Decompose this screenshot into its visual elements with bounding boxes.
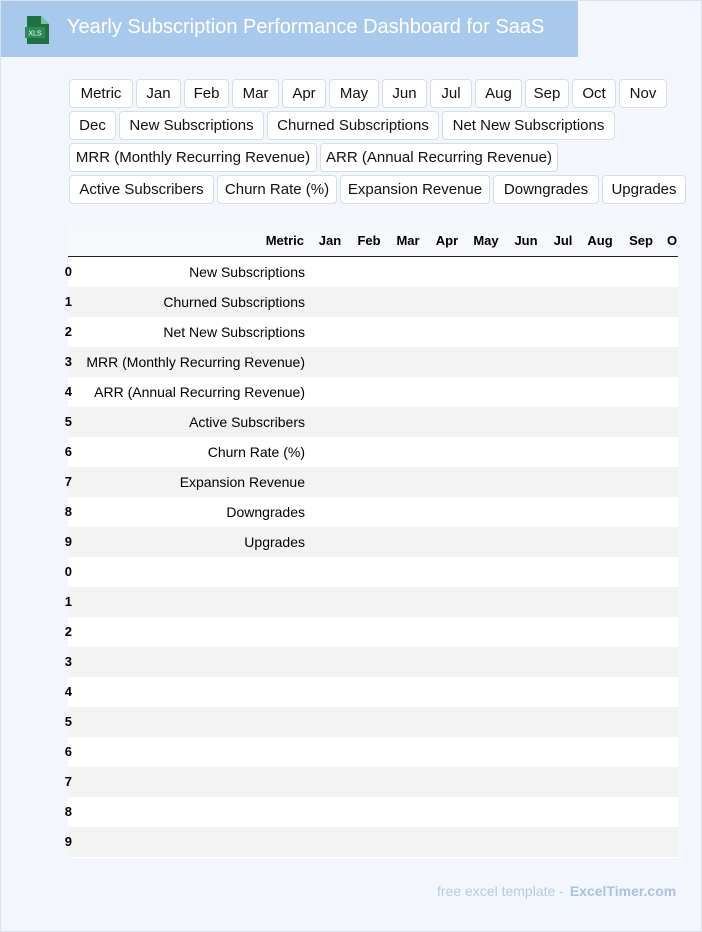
column-header-apr[interactable]: Apr xyxy=(435,233,459,248)
row-index: 0 xyxy=(64,564,72,579)
metric-cell xyxy=(68,557,305,587)
row-index: 3 xyxy=(64,654,72,669)
metric-cell: MRR (Monthly Recurring Revenue) xyxy=(86,354,305,370)
table-row xyxy=(64,377,678,407)
chip-downgrades[interactable]: Downgrades xyxy=(493,175,599,204)
table-row xyxy=(64,527,678,557)
row-index: 7 xyxy=(64,774,72,789)
row-index: 9 xyxy=(64,534,72,549)
chip-net-new-subscriptions[interactable]: Net New Subscriptions xyxy=(442,111,615,140)
metric-cell: Upgrades xyxy=(244,534,305,550)
chip-active-subscribers[interactable]: Active Subscribers xyxy=(69,175,214,204)
column-header-may[interactable]: May xyxy=(473,233,499,248)
table-row xyxy=(64,287,678,317)
footer-brand-link[interactable]: ExcelTimer.com xyxy=(569,883,677,899)
metric-cell: Churn Rate (%) xyxy=(207,444,305,460)
table-row xyxy=(64,587,678,617)
row-index: 6 xyxy=(64,744,72,759)
row-index: 4 xyxy=(64,384,72,399)
column-header-feb[interactable]: Feb xyxy=(357,233,381,248)
row-index: 2 xyxy=(64,324,72,339)
metric-cell: Expansion Revenue xyxy=(179,474,305,490)
metric-cell: Churned Subscriptions xyxy=(163,294,305,310)
table-row xyxy=(64,797,678,827)
chip-feb[interactable]: Feb xyxy=(184,79,229,108)
chip-mar[interactable]: Mar xyxy=(232,79,279,108)
metric-cell xyxy=(68,647,305,677)
table-row xyxy=(64,557,678,587)
metric-cell xyxy=(68,707,305,737)
row-index: 2 xyxy=(64,624,72,639)
chip-row-4 xyxy=(69,175,689,204)
row-index: 9 xyxy=(64,834,72,849)
metric-cell xyxy=(68,677,305,707)
column-filter-chips xyxy=(69,79,689,207)
metrics-table xyxy=(64,226,678,858)
chip-aug[interactable]: Aug xyxy=(475,79,522,108)
chip-churned-subscriptions[interactable]: Churned Subscriptions xyxy=(267,111,439,140)
column-header-jul[interactable]: Jul xyxy=(553,233,573,248)
page-title: Yearly Subscription Performance Dashboard for SaaS xyxy=(67,16,545,38)
table-row xyxy=(64,767,678,797)
chip-sep[interactable]: Sep xyxy=(525,79,569,108)
column-header-oct[interactable]: O xyxy=(667,233,678,248)
chip-expansion-revenue[interactable]: Expansion Revenue xyxy=(340,175,490,204)
chip-oct[interactable]: Oct xyxy=(572,79,616,108)
table-body xyxy=(64,257,678,857)
metric-cell xyxy=(68,587,305,617)
row-index: 5 xyxy=(64,714,72,729)
chip-upgrades[interactable]: Upgrades xyxy=(602,175,686,204)
row-index: 5 xyxy=(64,414,72,429)
table-header-row xyxy=(68,226,678,257)
column-header-metric[interactable]: Metric xyxy=(265,233,304,248)
metric-cell xyxy=(68,797,305,827)
table-row xyxy=(64,647,678,677)
metric-cell xyxy=(68,737,305,767)
excel-icon-label: XLS xyxy=(28,30,42,38)
row-index: 7 xyxy=(64,474,72,489)
chip-new-subscriptions[interactable]: New Subscriptions xyxy=(119,111,264,140)
table-row xyxy=(64,707,678,737)
chip-arr[interactable]: ARR (Annual Recurring Revenue) xyxy=(320,143,558,172)
column-header-sep[interactable]: Sep xyxy=(629,233,653,248)
column-header-jan[interactable]: Jan xyxy=(318,233,342,248)
row-index: 1 xyxy=(64,594,72,609)
table-row xyxy=(64,827,678,857)
column-header-jun[interactable]: Jun xyxy=(514,233,538,248)
table-row xyxy=(64,497,678,527)
row-index: 6 xyxy=(64,444,72,459)
chip-metric[interactable]: Metric xyxy=(69,79,133,108)
table-row xyxy=(64,617,678,647)
chip-may[interactable]: May xyxy=(329,79,379,108)
chip-jun[interactable]: Jun xyxy=(382,79,427,108)
chip-apr[interactable]: Apr xyxy=(282,79,326,108)
table-row xyxy=(64,437,678,467)
chip-nov[interactable]: Nov xyxy=(619,79,667,108)
table-row xyxy=(64,467,678,497)
table-row xyxy=(64,347,678,377)
row-index: 8 xyxy=(64,504,72,519)
chip-row-3 xyxy=(69,143,689,172)
row-index: 3 xyxy=(64,354,72,369)
excel-file-icon xyxy=(23,14,51,46)
metric-cell xyxy=(68,617,305,647)
row-index: 0 xyxy=(64,264,72,279)
table-row xyxy=(64,407,678,437)
chip-row-2 xyxy=(69,111,689,140)
metric-cell: Downgrades xyxy=(226,504,305,520)
chip-mrr[interactable]: MRR (Monthly Recurring Revenue) xyxy=(69,143,317,172)
chip-jan[interactable]: Jan xyxy=(136,79,181,108)
row-index: 1 xyxy=(64,294,72,309)
chip-dec[interactable]: Dec xyxy=(69,111,116,140)
chip-row-1 xyxy=(69,79,689,108)
column-header-aug[interactable]: Aug xyxy=(587,233,613,248)
row-index: 4 xyxy=(64,684,72,699)
table-row xyxy=(64,257,678,287)
title-bar xyxy=(1,1,578,57)
metric-cell: New Subscriptions xyxy=(189,264,305,280)
footer-text: free excel template - xyxy=(437,883,564,899)
table-row xyxy=(64,677,678,707)
table-row xyxy=(64,737,678,767)
metric-cell: Active Subscribers xyxy=(189,414,305,430)
footer-credit xyxy=(437,883,676,899)
metric-cell xyxy=(68,827,305,857)
row-index: 8 xyxy=(64,804,72,819)
metric-cell: ARR (Annual Recurring Revenue) xyxy=(94,384,305,400)
metric-cell xyxy=(68,767,305,797)
table-row xyxy=(64,317,678,347)
metric-cell: Net New Subscriptions xyxy=(163,324,305,340)
chip-churn-rate[interactable]: Churn Rate (%) xyxy=(217,175,337,204)
column-header-mar[interactable]: Mar xyxy=(396,233,420,248)
chip-jul[interactable]: Jul xyxy=(430,79,472,108)
